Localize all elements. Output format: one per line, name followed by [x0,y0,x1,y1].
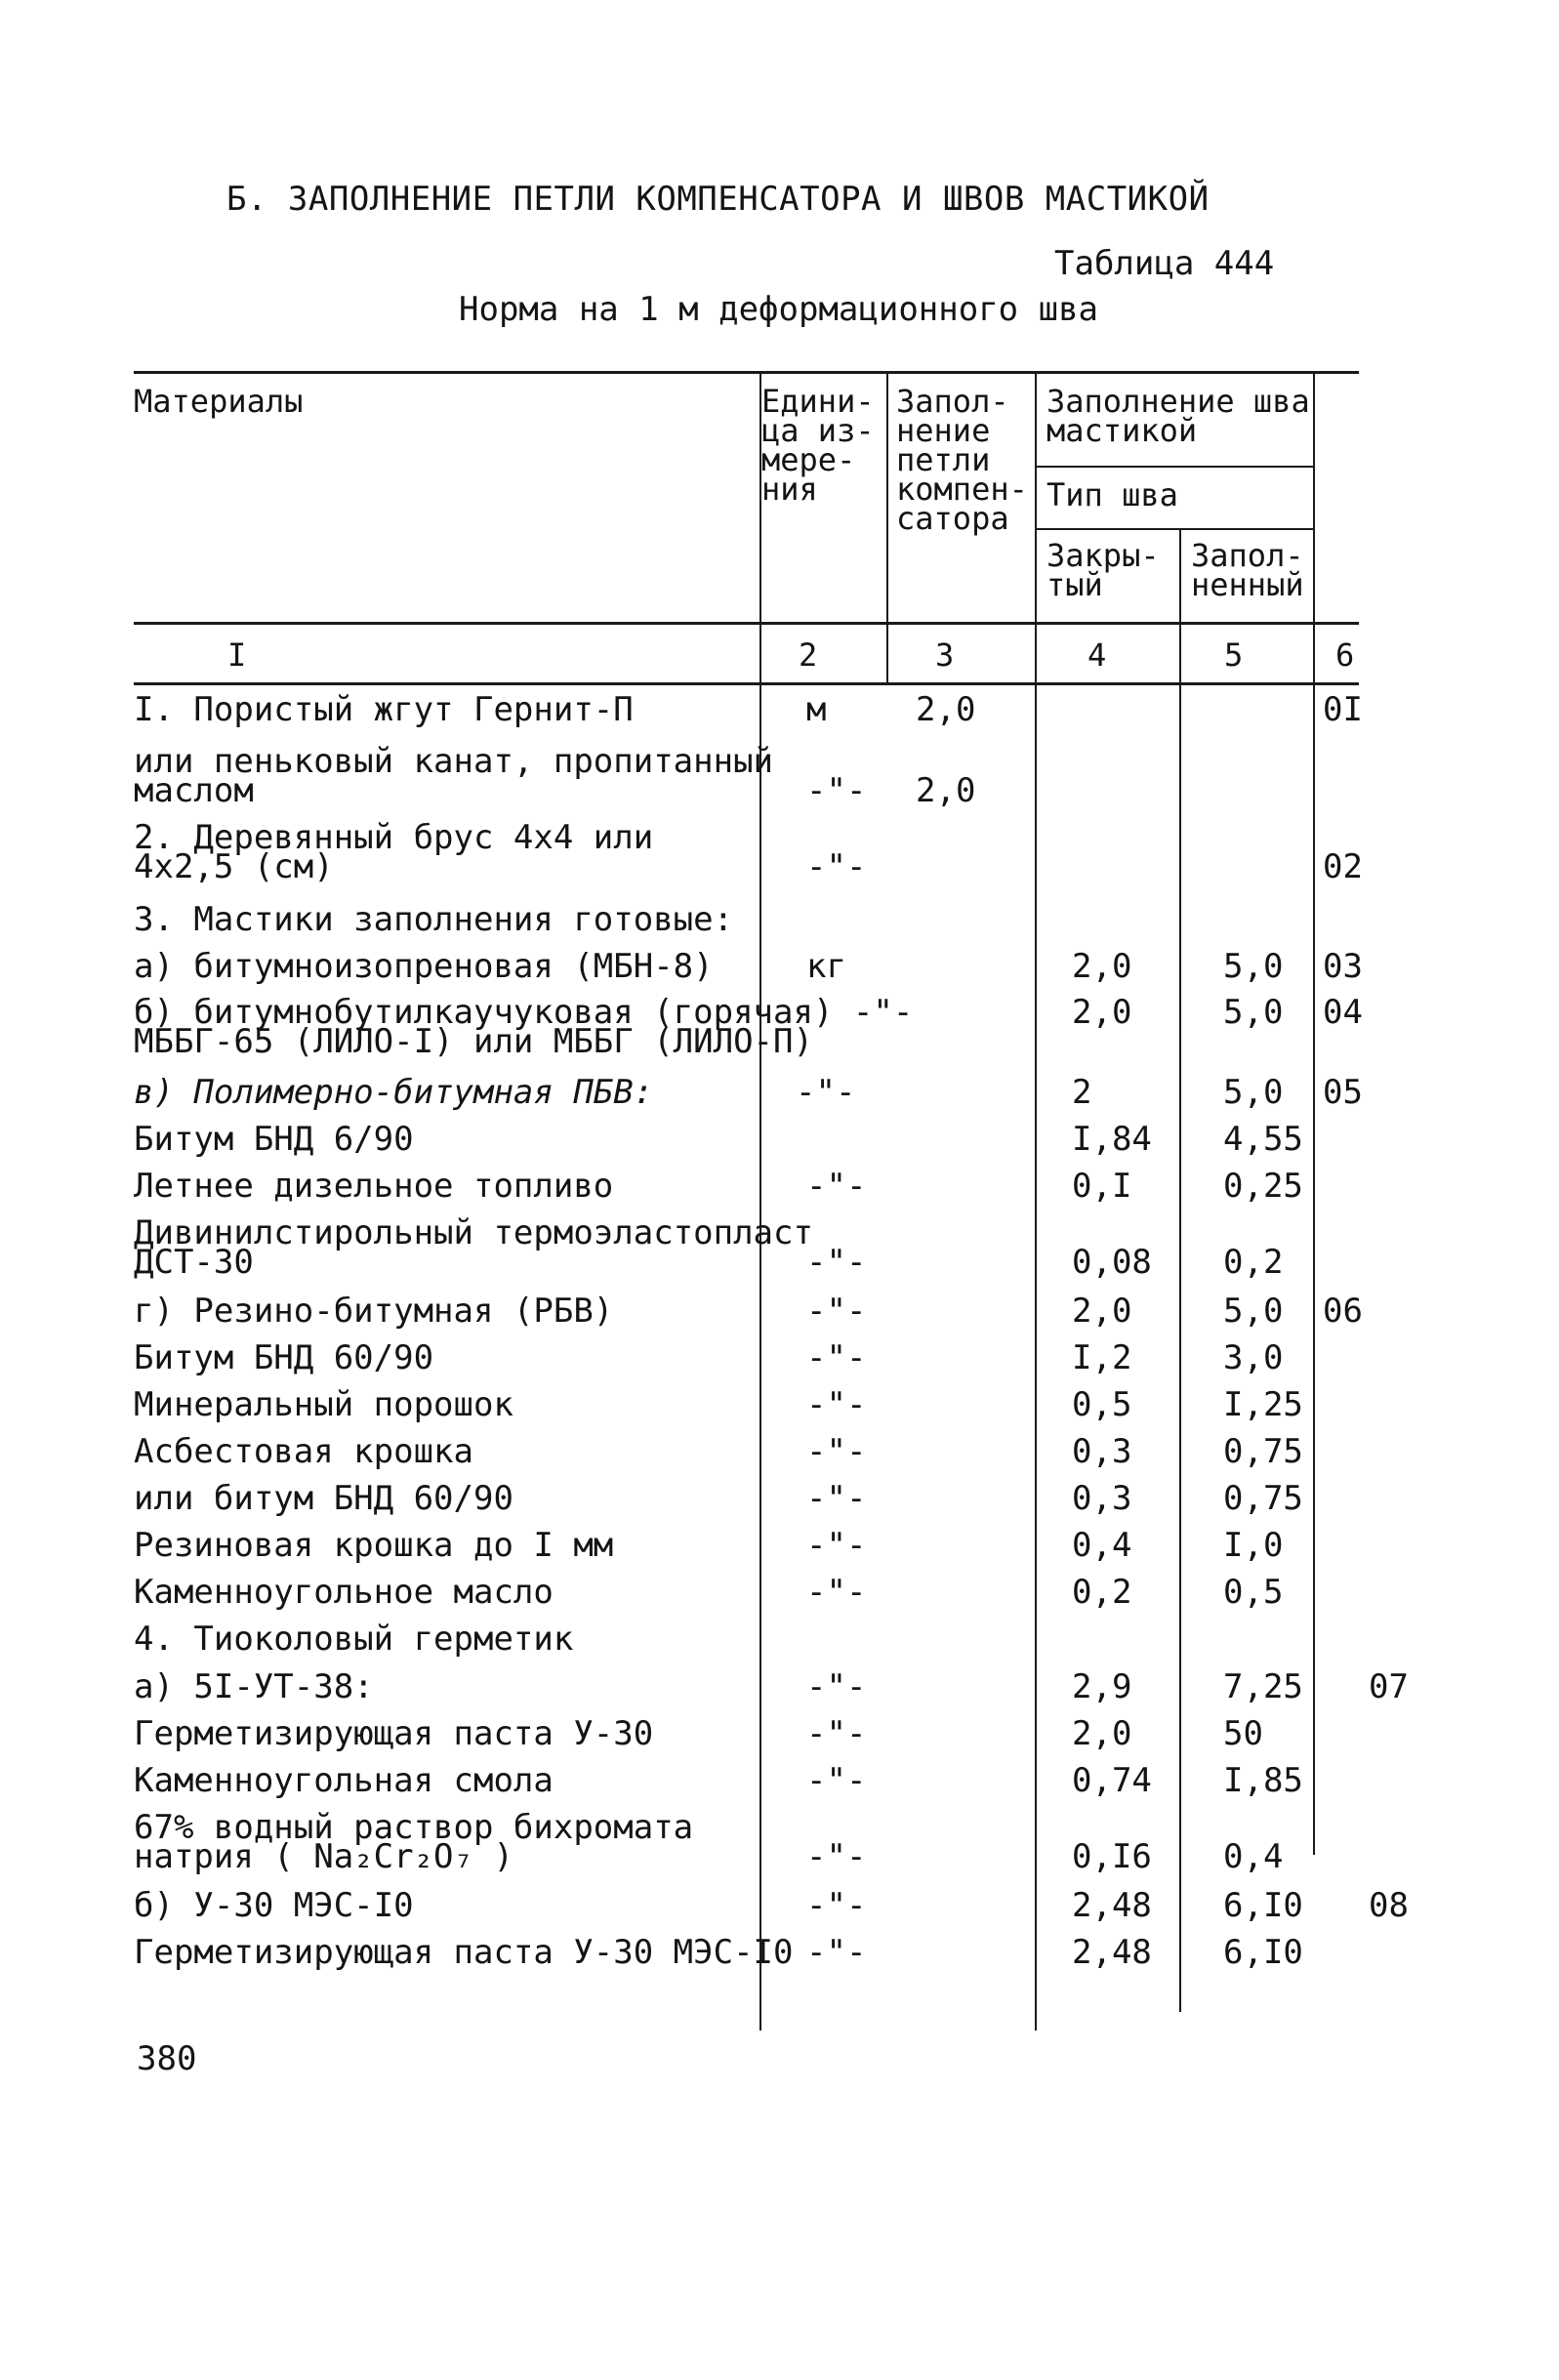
row-code: 0I [1323,690,1363,729]
row-material: Герметизирующая паста У-30 [134,1714,654,1753]
row-unit: -"- [806,1338,867,1377]
page-number: 380 [137,2039,197,2078]
row-material: Минеральный порошок [134,1385,513,1424]
row-filled: 0,4 [1223,1837,1284,1876]
row-unit: кг [806,947,846,986]
row-unit: м [806,690,827,729]
row-filled: 5,0 [1223,993,1284,1032]
row-material: Каменноугольное масло [134,1573,554,1612]
row-filled: 50 [1223,1714,1263,1753]
row-filled: 0,2 [1223,1243,1284,1282]
row-closed: 0,74 [1072,1761,1152,1800]
row-material: а) битумноизопреновая (МБН-8) [134,947,714,986]
column-number: I [227,636,247,674]
row-filled: 0,75 [1223,1479,1303,1518]
row-closed: 0,08 [1072,1243,1152,1282]
row-closed: I,2 [1072,1338,1132,1377]
column-number: 2 [799,636,818,674]
row-unit: -"- [806,1432,867,1471]
row-loop-fill: 2,0 [916,771,976,810]
row-filled: 4,55 [1223,1120,1303,1159]
row-material: г) Резино-битумная (РБВ) [134,1292,614,1331]
row-material: б) битумнобутилкаучуковая (горячая) -"- МББГ-65 (ЛИЛО-I) или МББГ (ЛИЛО-П) [134,993,914,1061]
row-closed: 0,3 [1072,1432,1132,1471]
row-material: Герметизирующая паста У-30 МЭС-I0 [134,1933,794,1972]
row-code: 07 [1369,1667,1409,1706]
row-closed: 0,4 [1072,1526,1132,1565]
row-unit: -"- [806,1385,867,1424]
row-loop-fill: 2,0 [916,690,976,729]
row-filled: 6,I0 [1223,1886,1303,1925]
row-unit: -"- [806,771,867,810]
header-seam-fill: Заполнение шва мастикой [1046,383,1310,449]
row-material: Резиновая крошка до I мм [134,1526,614,1565]
row-code: 02 [1323,847,1363,886]
row-unit: -"- [806,1526,867,1565]
column-number: 5 [1224,636,1244,674]
row-material: Битум БНД 6/90 [134,1120,414,1159]
row-code: 08 [1369,1886,1409,1925]
row-closed: I,84 [1072,1120,1152,1159]
row-filled: 0,5 [1223,1573,1284,1612]
table-caption: Таблица 444 [1054,244,1275,283]
row-closed: 2,0 [1072,947,1132,986]
row-unit: -"- [806,1667,867,1706]
row-material: Битум БНД 60/90 [134,1338,434,1377]
row-unit: -"- [806,1292,867,1331]
norm-caption: Норма на 1 м деформационного шва [459,290,1099,329]
row-unit: -"- [806,1573,867,1612]
column-number: 6 [1335,636,1355,674]
row-material: 3. Мастики заполнения готовые: [134,900,734,939]
row-material: или пеньковый канат, пропитанный маслом [134,742,774,810]
row-material: 67% водный раствор бихромата натрия ( Na₂Cr₂O₇ ) [134,1808,694,1876]
row-filled: 0,75 [1223,1432,1303,1471]
row-material: б) У-30 МЭС-I0 [134,1886,414,1925]
row-filled: 6,I0 [1223,1933,1303,1972]
row-closed: 2 [1072,1073,1092,1112]
row-unit: -"- [796,1073,856,1112]
header-unit: Едини- ца из- мере- ния [761,383,875,508]
row-unit: -"- [806,1714,867,1753]
row-closed: 2,48 [1072,1933,1152,1972]
row-material: а) 5I-УТ-38: [134,1667,374,1706]
row-filled: 5,0 [1223,1292,1284,1331]
section-title: Б. ЗАПОЛНЕНИЕ ПЕТЛИ КОМПЕНСАТОРА И ШВОВ МАСТИКОЙ [226,180,1210,219]
row-closed: 2,0 [1072,1292,1132,1331]
row-code: 06 [1323,1292,1363,1331]
row-unit: -"- [806,1243,867,1282]
row-code: 03 [1323,947,1363,986]
row-material: 2. Деревянный брус 4х4 или 4х2,5 (см) [134,818,654,886]
row-unit: -"- [806,1933,867,1972]
row-closed: 0,I [1072,1167,1132,1206]
header-filled: Запол- ненный [1191,537,1304,603]
row-unit: -"- [806,1167,867,1206]
header-materials: Материалы [134,383,304,420]
row-code: 05 [1323,1073,1363,1112]
row-material: Дивинилстирольный термоэластопласт ДСТ-30 [134,1213,813,1282]
row-material: 4. Тиоколовый герметик [134,1620,574,1659]
row-filled: 5,0 [1223,947,1284,986]
row-closed: 2,9 [1072,1667,1132,1706]
row-closed: 0,5 [1072,1385,1132,1424]
row-material: Каменноугольная смола [134,1761,554,1800]
row-filled: 5,0 [1223,1073,1284,1112]
row-closed: 2,0 [1072,993,1132,1032]
row-filled: I,25 [1223,1385,1303,1424]
header-loop-fill: Запол- нение петли компен- сатора [896,383,1028,537]
header-closed: Закры- тый [1046,537,1160,603]
row-material: I. Пористый жгут Гернит-П [134,690,634,729]
row-unit: -"- [806,847,867,886]
row-closed: 0,2 [1072,1573,1132,1612]
row-closed: 0,3 [1072,1479,1132,1518]
row-closed: 2,48 [1072,1886,1152,1925]
row-filled: I,85 [1223,1761,1303,1800]
column-number: 3 [935,636,955,674]
row-code: 04 [1323,993,1363,1032]
row-unit: -"- [806,1479,867,1518]
row-unit: -"- [806,1837,867,1876]
row-filled: 3,0 [1223,1338,1284,1377]
column-number: 4 [1087,636,1107,674]
row-unit: -"- [806,1761,867,1800]
row-filled: 7,25 [1223,1667,1303,1706]
row-filled: I,0 [1223,1526,1284,1565]
row-closed: 0,I6 [1072,1837,1152,1876]
row-material: в) Полимерно-битумная ПБВ: [134,1073,654,1112]
row-material: Летнее дизельное топливо [134,1167,614,1206]
row-material: или битум БНД 60/90 [134,1479,513,1518]
header-seam-type: Тип шва [1046,476,1178,513]
row-closed: 2,0 [1072,1714,1132,1753]
row-unit: -"- [806,1886,867,1925]
row-material: Асбестовая крошка [134,1432,473,1471]
row-filled: 0,25 [1223,1167,1303,1206]
